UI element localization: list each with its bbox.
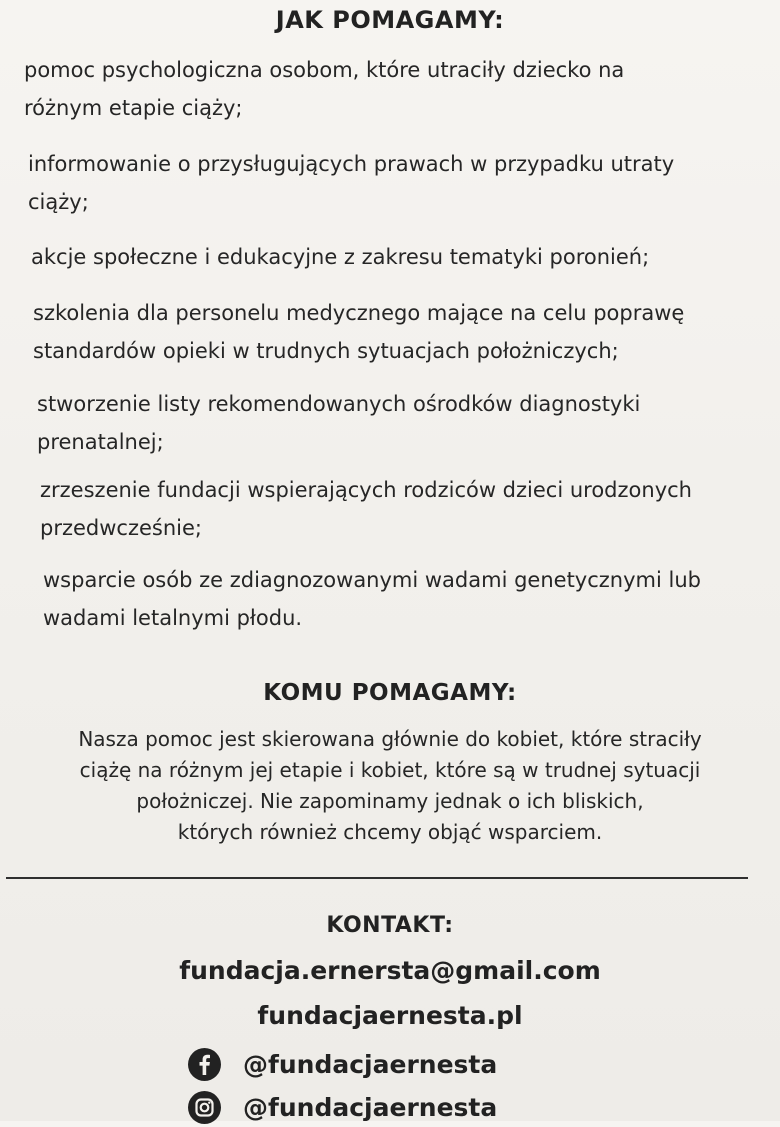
- contact-email[interactable]: fundacja.ernersta@gmail.com: [179, 956, 601, 985]
- heading-how-we-help: JAK POMAGAMY:: [275, 6, 505, 34]
- list-item: szkolenia dla personelu medycznego mające na celu poprawę standardów opieki w trudnych sytuacjach położniczych;: [33, 301, 685, 363]
- list-item: pomoc psychologiczna osobom, które utraciły dziecko na różnym etapie ciąży;: [24, 58, 625, 120]
- heading-contact: KONTAKT:: [326, 913, 454, 938]
- who-we-help-paragraph: Nasza pomoc jest skierowana głównie do kobiet, które straciły ciążę na różnym jej etapie i kobiet, które są w trudnej sytuacji położniczej. Nie zapominamy jednak o ich bliskich, których również chcemy objąć wsparciem.: [78, 727, 702, 844]
- instagram-handle: @fundacjaernesta: [243, 1092, 498, 1122]
- instagram-link[interactable]: [188, 1087, 497, 1127]
- list-item: informowanie o przysługujących prawach w przypadku utraty ciąży;: [28, 152, 675, 214]
- list-item: wsparcie osób ze zdiagnozowanymi wadami genetycznymi lub wadami letalnymi płodu.: [43, 568, 701, 630]
- list-item: akcje społeczne i edukacyjne z zakresu tematyki poronień;: [31, 245, 650, 269]
- facebook-handle: @fundacjaernesta: [243, 1049, 498, 1079]
- facebook-link[interactable]: [188, 1044, 497, 1084]
- list-item: zrzeszenie fundacji wspierających rodziców dzieci urodzonych przedwcześnie;: [40, 478, 692, 540]
- list-item: stworzenie listy rekomendowanych ośrodków diagnostyki prenatalnej;: [37, 392, 641, 454]
- facebook-icon: [188, 1048, 221, 1081]
- instagram-icon: [188, 1091, 221, 1124]
- section-divider: [6, 877, 748, 879]
- contact-website[interactable]: fundacjaernesta.pl: [257, 1001, 523, 1030]
- heading-who-we-help: KOMU POMAGAMY:: [263, 680, 517, 706]
